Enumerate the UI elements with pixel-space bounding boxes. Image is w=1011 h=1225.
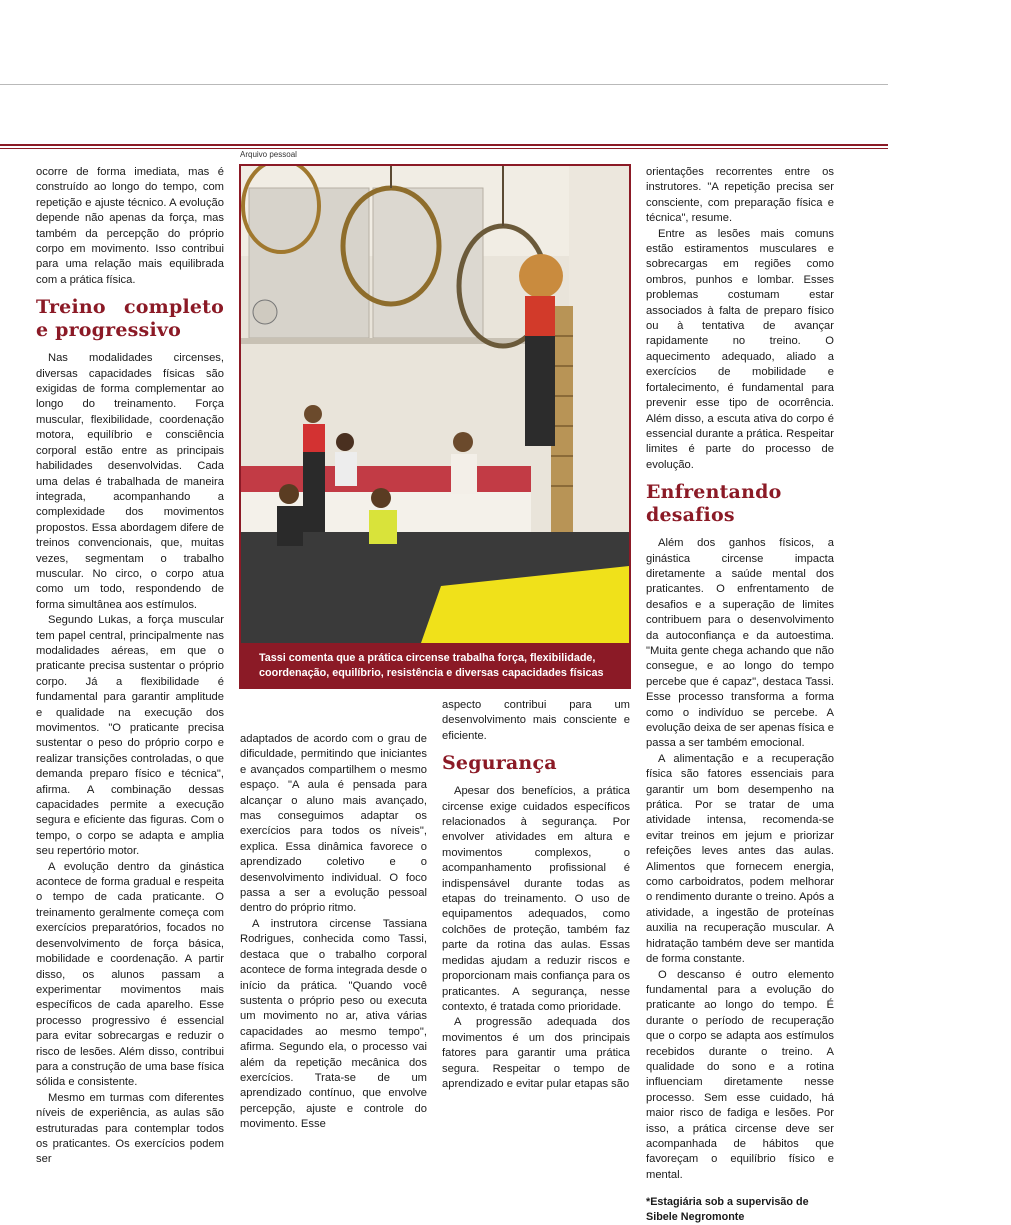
author-note: *Estagiária sob a supervisão de Sibele Negromonte — [646, 1196, 809, 1224]
top-rule — [0, 84, 888, 85]
column-4 — [646, 165, 834, 1225]
column-3 — [442, 698, 630, 1092]
paragraph: orientações recorrentes entre os instrutores. "A repetição precisa ser consciente, com preparação física e técnica", resume. — [646, 166, 834, 225]
photo-caption: Tassi comenta que a prática circense trabalha força, flexibilidade, coordenação, equilíbrio, resistência e diversas capacidades físicas — [239, 645, 631, 689]
section-heading-desafios: Enfrentando desafios — [646, 481, 782, 527]
header-rule-thin — [0, 148, 888, 149]
article-photo — [239, 164, 631, 645]
section-heading-seguranca: Segurança — [442, 752, 557, 775]
photo-credit: Arquivo pessoal — [240, 150, 297, 159]
paragraph: ocorre de forma imediata, mas é construído ao longo do tempo, com repetição e ajuste técnico. A evolução depende não apenas da força, mas também da percepção do próprio corpo em movimento. Isso contribui para uma relação mais equilibrada com a prática física. — [36, 166, 224, 286]
paragraph: A alimentação e a recuperação física são fatores essenciais para garantir um bom desempenho na prática. Por se tratar de uma atividade intensa, recomenda-se evitar treinos em jejum e priorizar refeições leves antes das aulas. Alimentos que fornecem energia, como carboidratos, podem melhorar o rendimento durante o treino. Após a atividade, a ingestão de proteínas auxilia na recuperação muscular. A hidratação também deve ser mantida de forma constante. — [646, 752, 834, 966]
paragraph: A evolução dentro da ginástica acontece de forma gradual e respeita o tempo de cada praticante. O treinamento geralmente começa com exercícios preparatórios, focados no desenvolvimento de força básica, mobilidade e coordenação. A partir disso, os alunos passam a experimentar movimentos mais específicos de cada aparelho. Esse processo progressivo é essencial para evitar sobrecargas e reduzir o risco de lesões. Além disso, contribui para a construção de uma base física sólida e consistente. — [36, 860, 224, 1089]
paragraph: O descanso é outro elemento fundamental para a evolução do praticante ao longo do tempo. É durante o período de recuperação que o corpo se adapta aos estímulos recebidos durante o treino. A qualidade do sono e a rotina influenciam diretamente nesse processo. Sem esse cuidado, há maior risco de fadiga e lesões. Por isso, a prática circense deve ser acompanhada de hábitos que favoreçam o equilíbrio físico e mental. — [646, 968, 834, 1181]
paragraph: Além dos ganhos físicos, a ginástica circense impacta diretamente a saúde mental dos praticantes. O enfrentamento de desafios e a superação de limites contribuem para o desenvolvimento da autoconfiança e da autoestima. "Muita gente chega achando que não consegue, e ao longo do tempo percebe que é capaz", destaca Tassi. Esse processo transforma a forma como o indivíduo se percebe. A evolução deixa de ser apenas física e passa a ser também emocional. — [646, 537, 834, 750]
section-heading-treino: Treino completo e progressivo — [36, 296, 224, 342]
paragraph: Entre as lesões mais comuns estão estiramentos musculares e sobrecargas em regiões como ombros, punhos e lombar. Esses problemas costumam estar associados à falta de preparo físico ou à tentativa de avançar rapidamente no treino. O aquecimento adequado, aliado a exercícios de mobilidade e fortalecimento, é fundamental para prevenir esse tipo de ocorrência. Além disso, a escuta ativa do corpo é essencial durante a prática. Respeitar limites é parte do processo de evolução. — [646, 227, 834, 471]
paragraph: Nas modalidades circenses, diversas capacidades físicas são exigidas de forma complementar ao longo do treinamento. Força muscular, flexibilidade, coordenação motora, equilíbrio e consciência corporal estão entre as principais habilidades desenvolvidas. Cada uma delas é trabalhada de maneira integrada, acompanhando a complexidade dos movimentos propostos. Essa abordagem difere de treinos convencionais, que, muitas vezes, segmentam o trabalho muscular. No circo, o corpo atua como um todo, respondendo de forma simultânea aos estímulos. — [36, 352, 224, 611]
paragraph: Mesmo em turmas com diferentes níveis de experiência, as aulas são estruturadas para contemplar todos os praticantes. Os exercícios podem ser — [36, 1091, 224, 1166]
column-1 — [36, 165, 224, 1168]
paragraph: Segundo Lukas, a força muscular tem papel central, principalmente nas modalidades aéreas, em que o praticante precisa sustentar o próprio corpo. Já a flexibilidade é fundamental para garantir amplitude e qualidade na execução dos movimentos. "O praticante precisa sustentar o peso do próprio corpo e realizar transições controladas, o que demanda preparo físico e técnica", afirma. A combinação dessas capacidades permite a execução segura e eficiente das figuras. Com o tempo, o corpo se adapta e amplia seu repertório motor. — [36, 614, 224, 858]
paragraph: adaptados de acordo com o grau de dificuldade, permitindo que iniciantes e avançados compartilhem o mesmo espaço. "A aula é pensada para alcançar o aluno mais avançado, mas conseguimos adaptar os exercícios para todos os níveis", explica. Essa dinâmica favorece o aprendizado coletivo e o desenvolvimento individual. O foco passa a ser a evolução pessoal dentro do próprio ritmo. — [240, 733, 427, 915]
header-rule-thick — [0, 144, 888, 146]
paragraph: Apesar dos benefícios, a prática circense exige cuidados específicos relacionados à segurança. Por envolver atividades em altura e movimentos complexos, o acompanhamento profissional é indispensável durante todas as etapas do treinamento. O uso de equipamentos adequados, como colchões de proteção, também faz parte da rotina das aulas. Essas medidas ajudam a reduzir riscos e proporcionam mais confiança para os praticantes. A segurança, nesse contexto, é tratada como prioridade. — [442, 785, 630, 1013]
paragraph: aspecto contribui para um desenvolvimento mais consciente e eficiente. — [442, 699, 630, 742]
paragraph: A instrutora circense Tassiana Rodrigues, conhecida como Tassi, destaca que o trabalho corporal acontece de forma integrada desde o início da prática. "Quando você sustenta o próprio peso ou executa um movimento no ar, ativa várias capacidades ao mesmo tempo", afirma. Segundo ela, o processo vai além da repetição mecânica dos exercícios. Trata-se de um aprendizado contínuo, que envolve percepção, ajuste e controle do movimento. Esse — [240, 917, 427, 1131]
paragraph: A progressão adequada dos movimentos é um dos principais fatores para garantir uma prática segura. Respeitar o tempo de aprendizado e evitar pular etapas são — [442, 1016, 630, 1090]
circus-training-illustration — [241, 166, 629, 643]
column-2 — [240, 732, 427, 1133]
